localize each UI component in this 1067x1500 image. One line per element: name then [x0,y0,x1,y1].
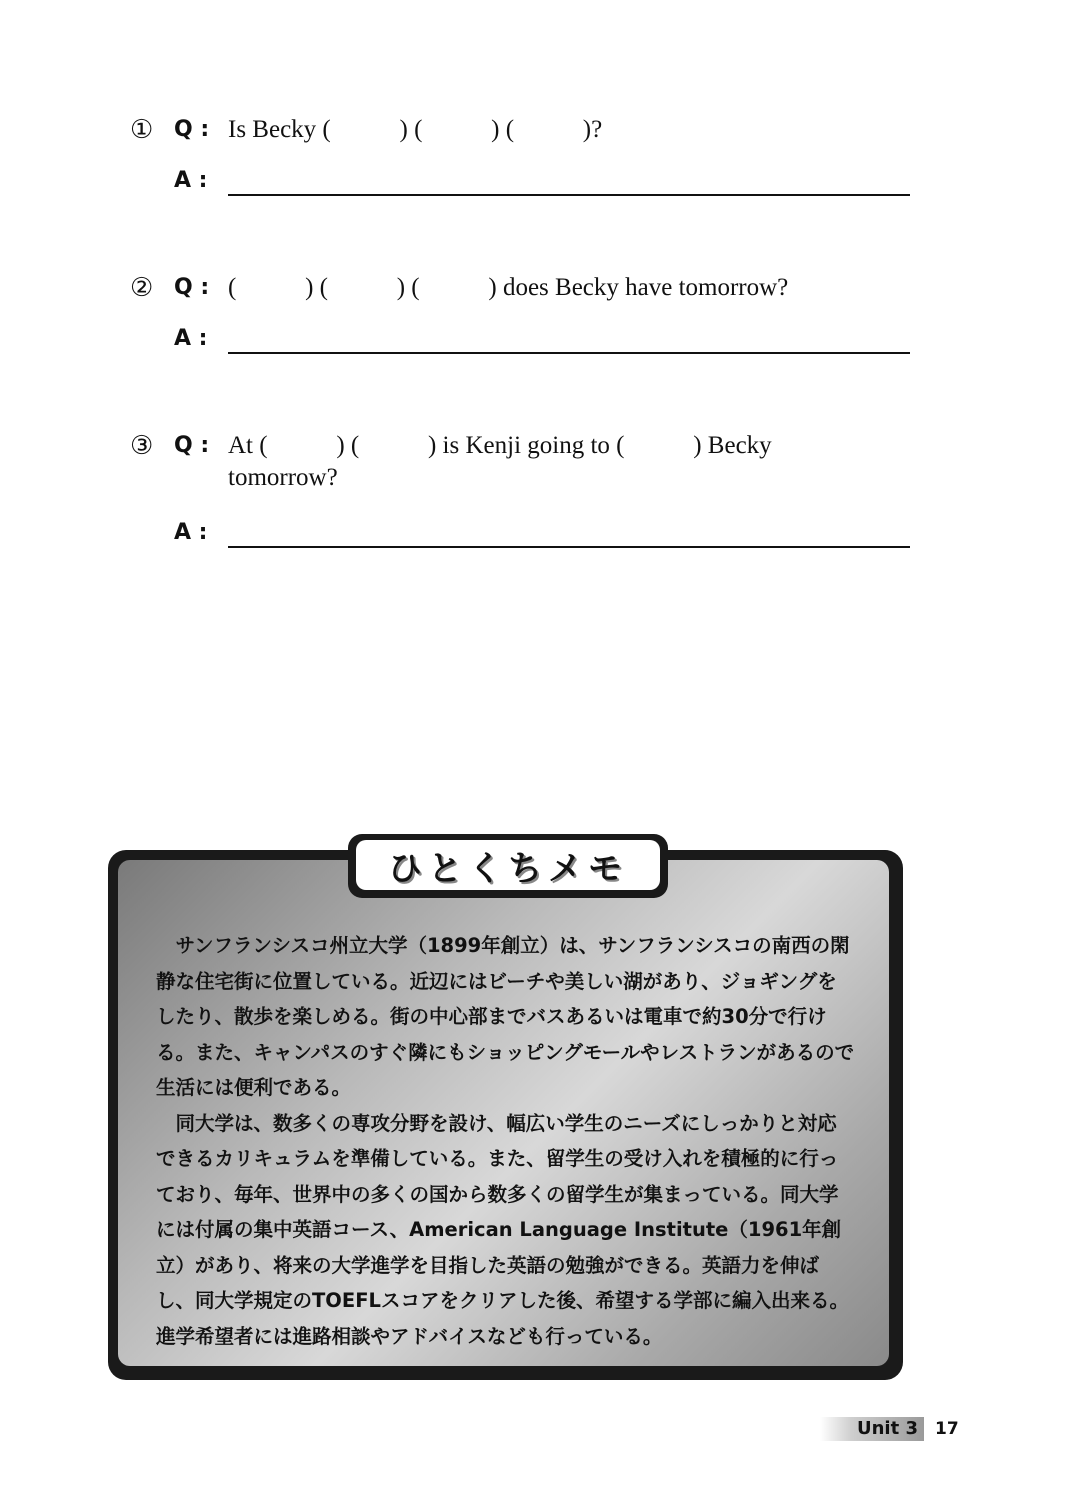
q-label: Q : [174,433,210,458]
answer-line[interactable] [228,352,910,354]
question-2 [130,268,910,351]
question-3 [130,426,910,545]
question-number: ③ [130,431,154,461]
question-row [130,268,910,308]
memo-title-tab [348,834,668,898]
question-text: Is Becky ( ) ( ) ( )? [228,116,603,143]
question-row [130,426,910,466]
memo-body [156,928,856,1354]
question-number: ② [130,273,154,303]
memo-title: ひとくちメモ [388,848,628,889]
unit-label: Unit 3 [820,1417,924,1441]
memo-paragraph-1: サンフランシスコ州立大学（1899年創立）は、サンフランシスコの南西の閑静な住宅街に位置している。近辺にはビーチや美しい湖があり、ジョギングをしたり、散歩を楽しめる。街の中心部までバスあるいは電車で約30分で行ける。また、キャンパスのすぐ隣にもショッピングモールやレストランがあるので生活には便利である。 [156,934,855,1099]
answer-line[interactable] [228,194,910,196]
answer-row [174,516,910,556]
answer-row [174,322,910,362]
q-label: Q : [174,117,210,142]
question-text: ( ) ( ) ( ) does Becky have tomorrow? [228,274,789,301]
answer-row [174,164,910,204]
question-text: At ( ) ( ) is Kenji going to ( ) Becky [228,432,772,459]
a-label: A : [174,326,208,351]
question-number: ① [130,115,154,145]
answer-line[interactable] [228,546,910,548]
question-row [130,110,910,150]
memo-box [108,850,903,1380]
memo-title-plate [356,840,660,890]
page-number: 17 [935,1419,959,1439]
q-label: Q : [174,275,210,300]
memo-paragraph-2: 同大学は、数多くの専攻分野を設け、幅広い学生のニーズにしっかりと対応できるカリキュラムを準備している。また、留学生の受け入れを積極的に行っており、毎年、世界中の多くの国から数多くの留学生が集まっている。同大学には付属の集中英語コース、American Language Institute（1961年創立）があり、将来の大学進学を目指した英語の勉強ができる。英語力を伸ばし、同大学規定のTOEFLスコアをクリアした後、希望する学部に編入出来る。進学希望者には進路相談やアドバイスなども行っている。 [156,1111,849,1348]
question-continuation: tomorrow? [228,464,338,491]
a-label: A : [174,168,208,193]
question-1 [130,110,910,193]
a-label: A : [174,520,208,545]
